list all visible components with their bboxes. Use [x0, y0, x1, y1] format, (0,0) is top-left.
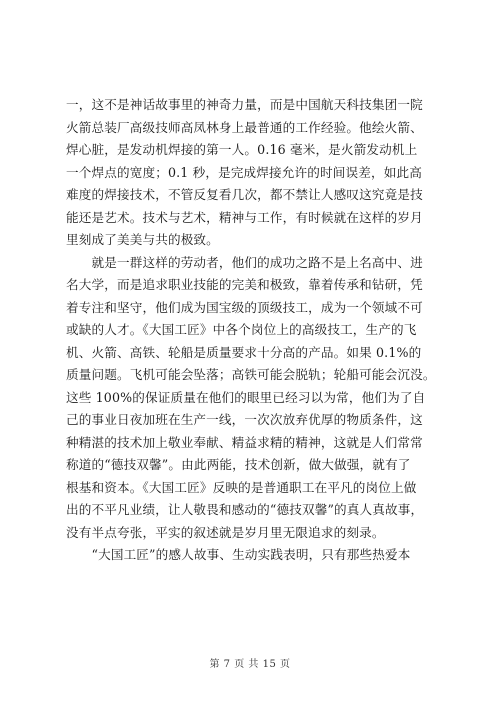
text-line: 质量问题。飞机可能会坠落；高铁可能会脱轨；轮船可能会沉没。: [66, 367, 436, 382]
text-line: “大国工匠”的感人故事、生动实践表明，只有那些热爱本: [66, 547, 411, 562]
text-line: 称道的“德技双馨”。由此两能，技术创新，做大做强，就有了: [66, 457, 411, 472]
text-line: 名大学，而是追求职业技能的完美和极致，靠着传承和钻研，凭: [66, 277, 423, 292]
text-line: 一，这不是神话故事里的神奇力量，而是中国航天科技集团一院: [66, 97, 423, 112]
text-line: 种精湛的技术加上敬业奉献、精益求精的精神，这就是人们常常: [66, 434, 423, 450]
text-line: 就是一群这样的劳动者，他们的成功之路不是上名高中、进: [66, 254, 423, 270]
text-line: 着专注和坚守，他们成为国宝级的顶级技工，成为一个领域不可: [66, 299, 423, 315]
text-line: 能还是艺术。技术与艺术，精神与工作，有时候就在这样的岁月: [66, 209, 423, 225]
text-line: 没有半点夸张，平实的叙述就是岁月里无限追求的刻录。: [66, 524, 385, 540]
text-line: 火箭总装厂高级技师高凤林身上最普通的工作经验。他绘火箭、: [66, 119, 423, 135]
text-line: 或缺的人才。《大国工匠》中各个岗位上的高级技工，生产的飞: [66, 322, 417, 337]
text-line: 难度的焊接技术，不管反复看几次，都不禁让人感叹这究竟是技: [66, 187, 423, 202]
text-line: 根基和资本。《大国工匠》反映的是普通职工在平凡的岗位上做: [66, 479, 417, 495]
text-line: 里刻成了美美与共的极致。: [66, 232, 219, 247]
text-line: 出的不平凡业绩，让人敬畏和感动的“德技双馨”的真人真故事，: [66, 502, 424, 517]
page-footer: 第 7 页 共 15 页: [209, 659, 291, 670]
text-line: 机、火箭、高铁、轮船是质量要求十分高的产品。如果 0.1%的: [66, 344, 422, 360]
text-line: 己的事业日夜加班在生产一线，一次次放弃优厚的物质条件，这: [66, 412, 423, 427]
text-line: 焊心脏，是发动机焊接的第一人。0.16 毫米，是火箭发动机上: [66, 142, 418, 157]
body-text: [66, 94, 436, 567]
text-line: 这些 100%的保证质量在他们的眼里已经习以为常，他们为了自: [66, 389, 426, 405]
text-line: 一个焊点的宽度；0.1 秒，是完成焊接允许的时间误差，如此高: [66, 164, 422, 180]
